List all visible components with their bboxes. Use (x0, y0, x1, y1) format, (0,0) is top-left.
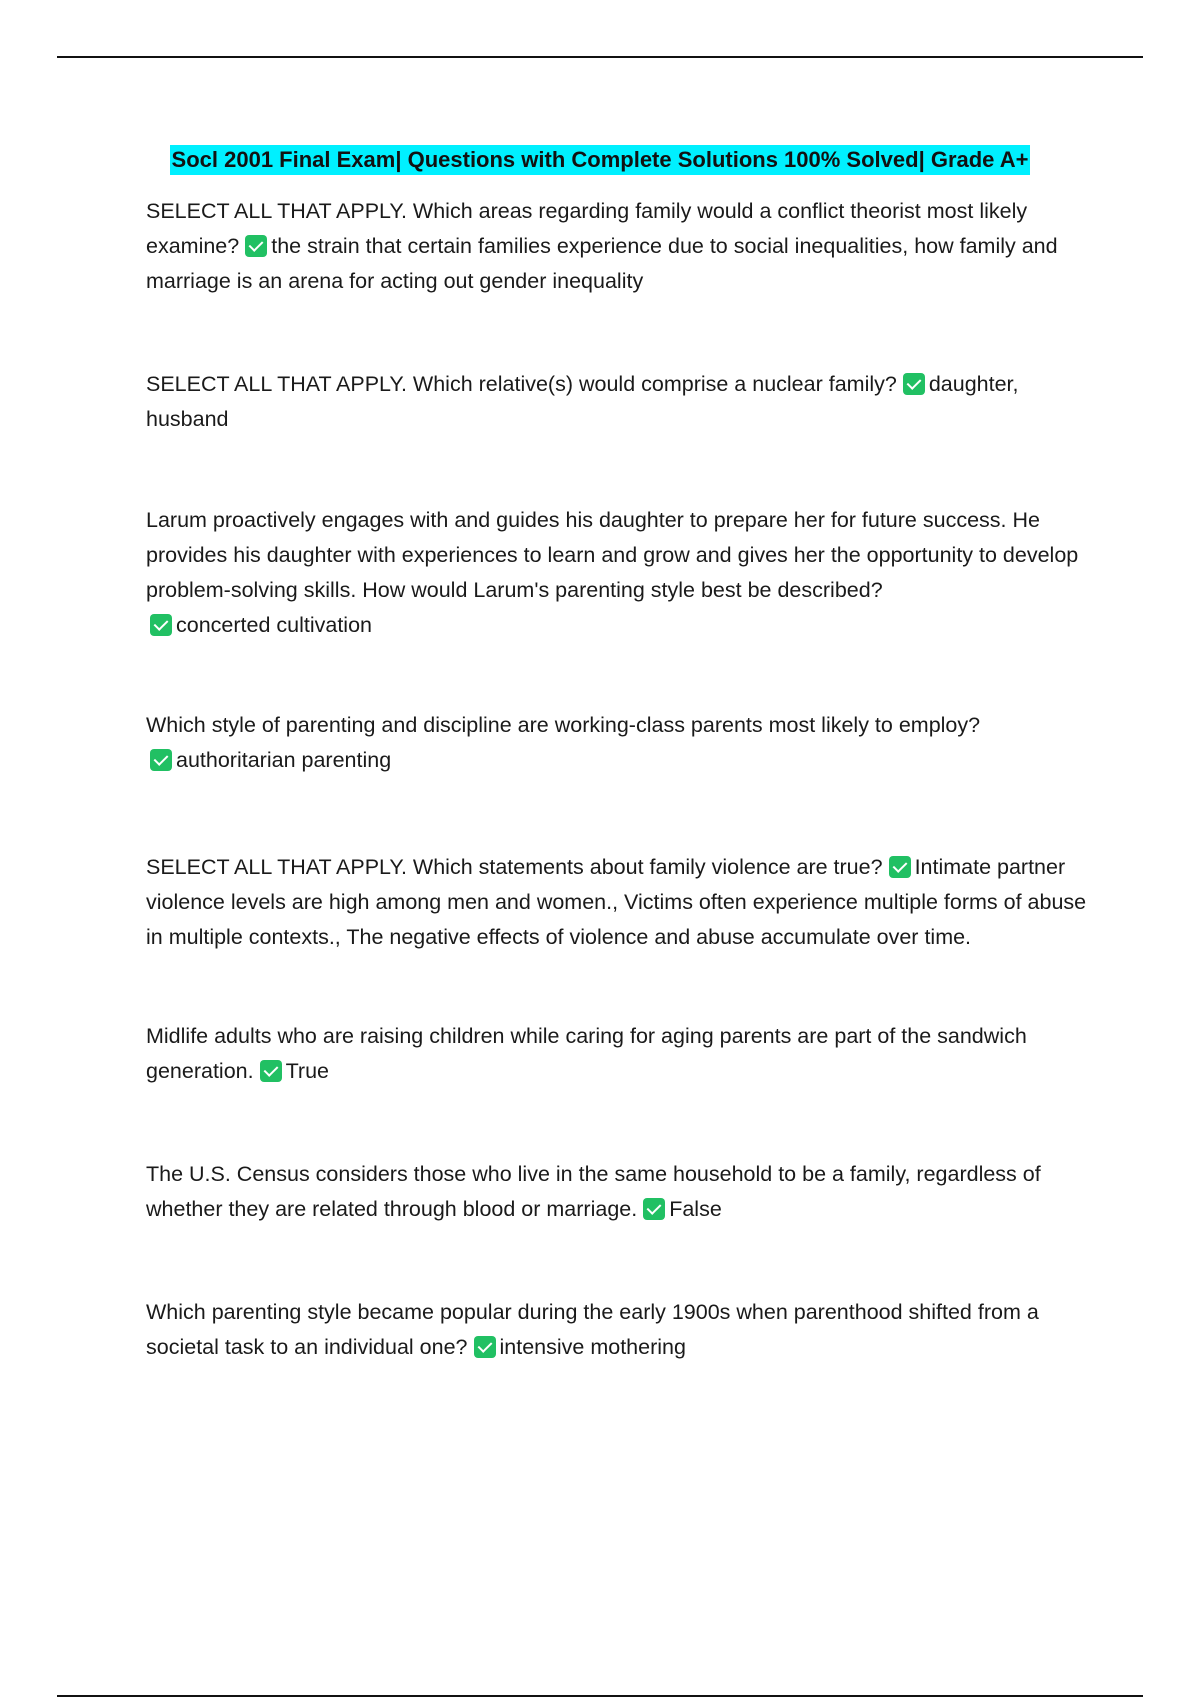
qa-item-7 (146, 1157, 1096, 1227)
qa-item-5 (146, 850, 1096, 955)
qa-item-8 (146, 1295, 1096, 1365)
answer-text: False (669, 1197, 722, 1221)
check-icon (474, 1336, 496, 1358)
question-text: Which parenting style became popular during the early 1900s when parenthood shifted from a societal task to an individual one? (146, 1300, 1039, 1359)
question-text: Midlife adults who are raising children while caring for aging parents are part of the sandwich generation. (146, 1024, 1027, 1083)
document-title: Socl 2001 Final Exam| Questions with Complete Solutions 100% Solved| Grade A+ (170, 145, 1031, 175)
question-text: SELECT ALL THAT APPLY. Which relative(s) would comprise a nuclear family? (146, 372, 897, 396)
check-icon (150, 749, 172, 771)
question-text: SELECT ALL THAT APPLY. Which statements about family violence are true? (146, 855, 883, 879)
answer-text: the strain that certain families experience due to social inequalities, how family and marriage is an arena for acting out gender inequality (146, 234, 1058, 293)
page-bottom-rule (57, 1695, 1143, 1697)
check-icon (889, 856, 911, 878)
answer-text: Intimate partner violence levels are high among men and women., Victims often experience multiple forms of abuse in multiple contexts., The negative effects of violence and abuse accumulate over time. (146, 855, 1087, 949)
answer-text: authoritarian parenting (176, 748, 392, 772)
page-top-rule (57, 56, 1143, 58)
qa-item-1 (146, 194, 1096, 299)
check-icon (260, 1060, 282, 1082)
qa-item-3 (146, 503, 1096, 643)
check-icon (150, 614, 172, 636)
question-text: The U.S. Census considers those who live in the same household to be a family, regardless of whether they are related through blood or marriage. (146, 1162, 1041, 1221)
answer-text: intensive mothering (499, 1335, 686, 1359)
answer-text: True (285, 1059, 330, 1083)
check-icon (643, 1198, 665, 1220)
qa-item-4 (146, 708, 1096, 778)
answer-text: daughter, husband (146, 372, 1019, 431)
answer-text: concerted cultivation (176, 613, 372, 637)
question-text: Which style of parenting and discipline are working-class parents most likely to employ? (146, 713, 981, 737)
qa-item-6 (146, 1019, 1096, 1089)
question-text: Larum proactively engages with and guides his daughter to prepare her for future success. He provides his daughter with experiences to learn and grow and gives her the opportunity to develop problem-solving skills. How would Larum's parenting style best be described? (146, 508, 1079, 602)
check-icon (903, 373, 925, 395)
question-text: SELECT ALL THAT APPLY. Which areas regarding family would a conflict theorist most likely examine? (146, 199, 1028, 258)
qa-item-2 (146, 367, 1096, 437)
title-block (0, 145, 1200, 175)
check-icon (245, 235, 267, 257)
